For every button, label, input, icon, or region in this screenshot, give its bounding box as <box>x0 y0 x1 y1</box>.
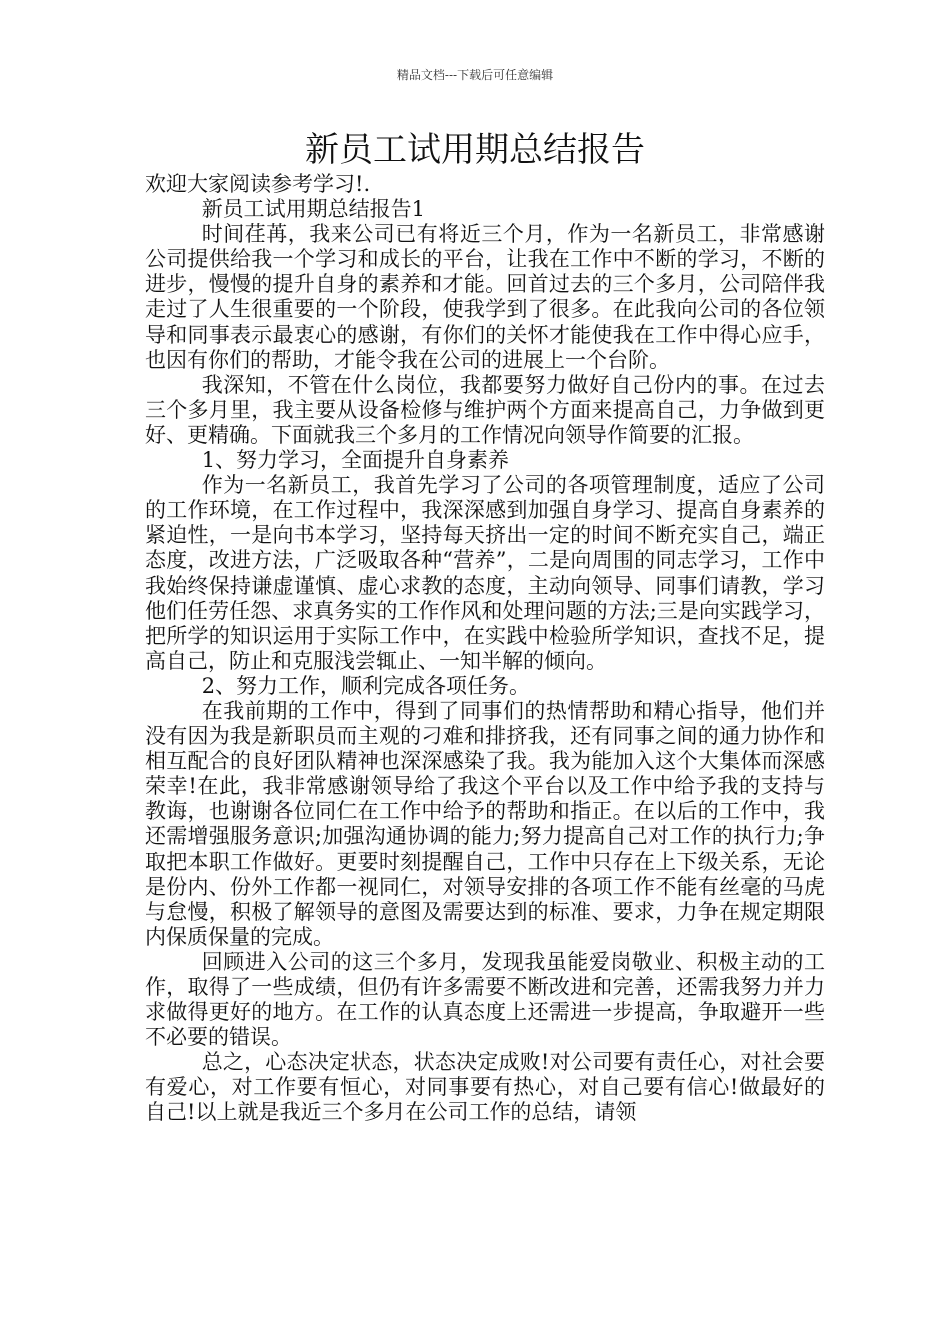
section-heading-study: 1、努力学习，全面提升自身素养 <box>201 448 510 473</box>
paragraph-study: 作为一名新员工，我首先学习了公司的各项管理制度，适应了公司的工作环境，在工作过程中，我深深感到加强自身学习、提高自身素养的紧迫性，一是向书本学习，坚持每天挤出一定的时间不断充实自己，端正态度，改进方法，广泛吸取各种“营养”，二是向周围的同志学习，工作中我始终保持谦虚谨慎、虚心求教的态度，主动向领导、同事们请教，学习他们任劳任怨、求真务实的工作作风和处理问题的方法;三是向实践学习，把所学的知识运用于实际工作中，在实践中检验所学知识，查找不足，提高自己，防止和克服浅尝辄止、一知半解的倾向。 <box>145 473 825 673</box>
paragraph-intro: 时间荏苒，我来公司已有将近三个月，作为一名新员工，非常感谢公司提供给我一个学习和成长的平台，让我在工作中不断的学习，不断的进步，慢慢的提升自身的素养和才能。回首过去的三个多月，公司陪伴我走过了人生很重要的一个阶段，使我学到了很多。在此我向公司的各位领导和同事表示最衷心的感谢，有你们的关怀才能使我在工作中得心应手，也因有你们的帮助，才能令我在公司的进展上一个台阶。 <box>145 222 825 372</box>
welcome-line: 欢迎大家阅读参考学习!. <box>145 172 371 196</box>
document-title: 新员工试用期总结报告 <box>305 130 645 170</box>
document-body <box>145 172 825 1126</box>
page-header-note: 精品文档---下载后可任意编辑 <box>396 68 554 82</box>
paragraph-overview: 我深知，不管在什么岗位，我都要努力做好自己份内的事。在过去三个多月里，我主要从设备检修与维护两个方面来提高自己，力争做到更好、更精确。下面就我三个多月的工作情况向领导作简要的汇报。 <box>145 372 825 447</box>
section-heading-work: 2、努力工作，顺利完成各项任务。 <box>201 673 531 698</box>
paragraph-work: 在我前期的工作中，得到了同事们的热情帮助和精心指导，他们并没有因为我是新职员而主观的刁难和排挤我，还有同事之间的通力协作和相互配合的良好团队精神也深深感染了我。我为能加入这个大集体而深感荣幸!在此，我非常感谢领导给了我这个平台以及工作中给予我的支持与教诲，也谢谢各位同仁在工作中给予的帮助和指正。在以后的工作中，我还需增强服务意识;加强沟通协调的能力;努力提高自己对工作的执行力;争取把本职工作做好。更要时刻提醒自己，工作中只存在上下级关系，无论是份内、份外工作都一视同仁，对领导安排的各项工作不能有丝毫的马虎与怠慢，积极了解领导的意图及需要达到的标准、要求，力争在规定期限内保质保量的完成。 <box>145 698 825 949</box>
report-subtitle: 新员工试用期总结报告1 <box>201 197 426 222</box>
paragraph-review: 回顾进入公司的这三个多月，发现我虽能爱岗敬业、积极主动的工作，取得了一些成绩，但仍有许多需要不断改进和完善，还需我努力并力求做得更好的地方。在工作的认真态度上还需进一步提高，争取避开一些不必要的错误。 <box>145 949 825 1050</box>
paragraph-conclusion: 总之，心态决定状态，状态决定成败!对公司要有责任心，对社会要有爱心，对工作要有恒心，对同事要有热心，对自己要有信心!做最好的自己!以上就是我近三个多月在公司工作的总结，请领 <box>145 1050 825 1125</box>
